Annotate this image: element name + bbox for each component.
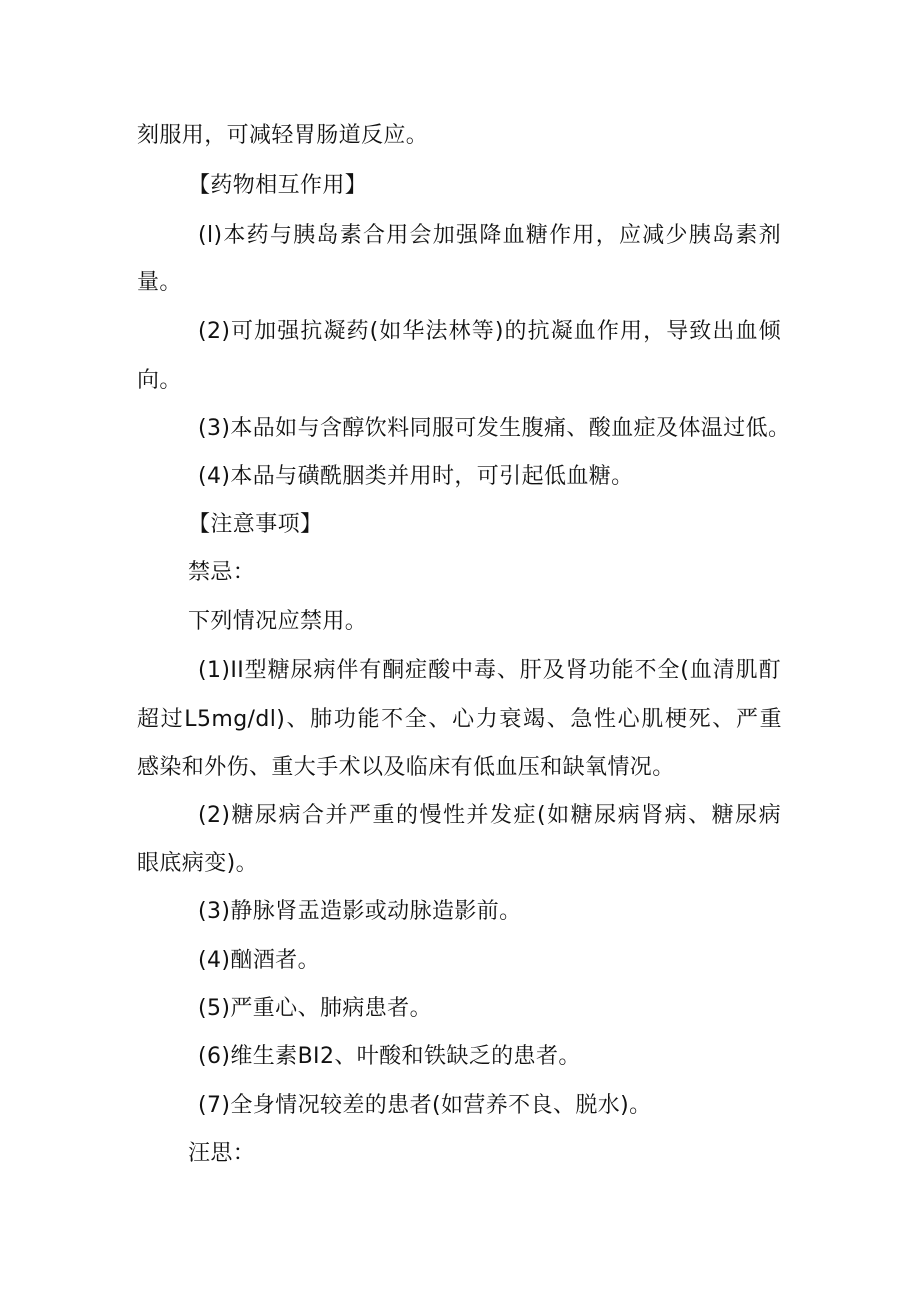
text-line: 向。 (137, 368, 182, 393)
text-line: 量。 (137, 270, 182, 295)
text-line: (5)严重心、肺病患者。 (198, 996, 432, 1021)
text-line: 刻服用，可减轻胃肠道反应。 (137, 123, 429, 148)
text-line: (6)维生素BI2、叶酸和铁缺乏的患者。 (198, 1044, 581, 1069)
section-heading-precautions: 【注意事项】 (188, 512, 323, 537)
text-line: (7)全身情况较差的患者(如营养不良、脱水)。 (198, 1093, 652, 1118)
text-line: (2)可加强抗凝药(如华法林等)的抗凝血作用，导致出血倾 (198, 319, 781, 344)
text-line: 眼底病变)。 (137, 851, 258, 876)
text-line: 超过L5mg/dl)、肺功能不全、心力衰竭、急性心肌梗死、严重 (137, 707, 782, 732)
text-line: 下列情况应禁用。 (188, 609, 368, 634)
subheading-contraindications: 禁忌： (188, 560, 256, 585)
section-heading-drug-interactions: 【药物相互作用】 (188, 173, 368, 198)
subheading-notes: 汪思： (188, 1141, 256, 1166)
text-line: (1)II型糖尿病伴有酮症酸中毒、肝及肾功能不全(血清肌酊 (198, 658, 781, 683)
text-line: (2)糖尿病合并严重的慢性并发症(如糖尿病肾病、糖尿病 (198, 803, 781, 828)
text-line: 感染和外伤、重大手术以及临床有低血压和缺氧情况。 (137, 755, 675, 780)
text-line: (3)本品如与含醇饮料同服可发生腹痛、酸血症及体温过低。 (198, 416, 791, 441)
text-line: (4)酗酒者。 (198, 948, 320, 973)
text-line: (3)静脉肾盂造影或动脉造影前。 (198, 899, 522, 924)
text-line: (4)本品与磺酰胭类并用时，可引起低血糖。 (198, 464, 634, 489)
text-line: (l)本药与胰岛素合用会加强降血糖作用，应减少胰岛素剂 (198, 223, 781, 248)
